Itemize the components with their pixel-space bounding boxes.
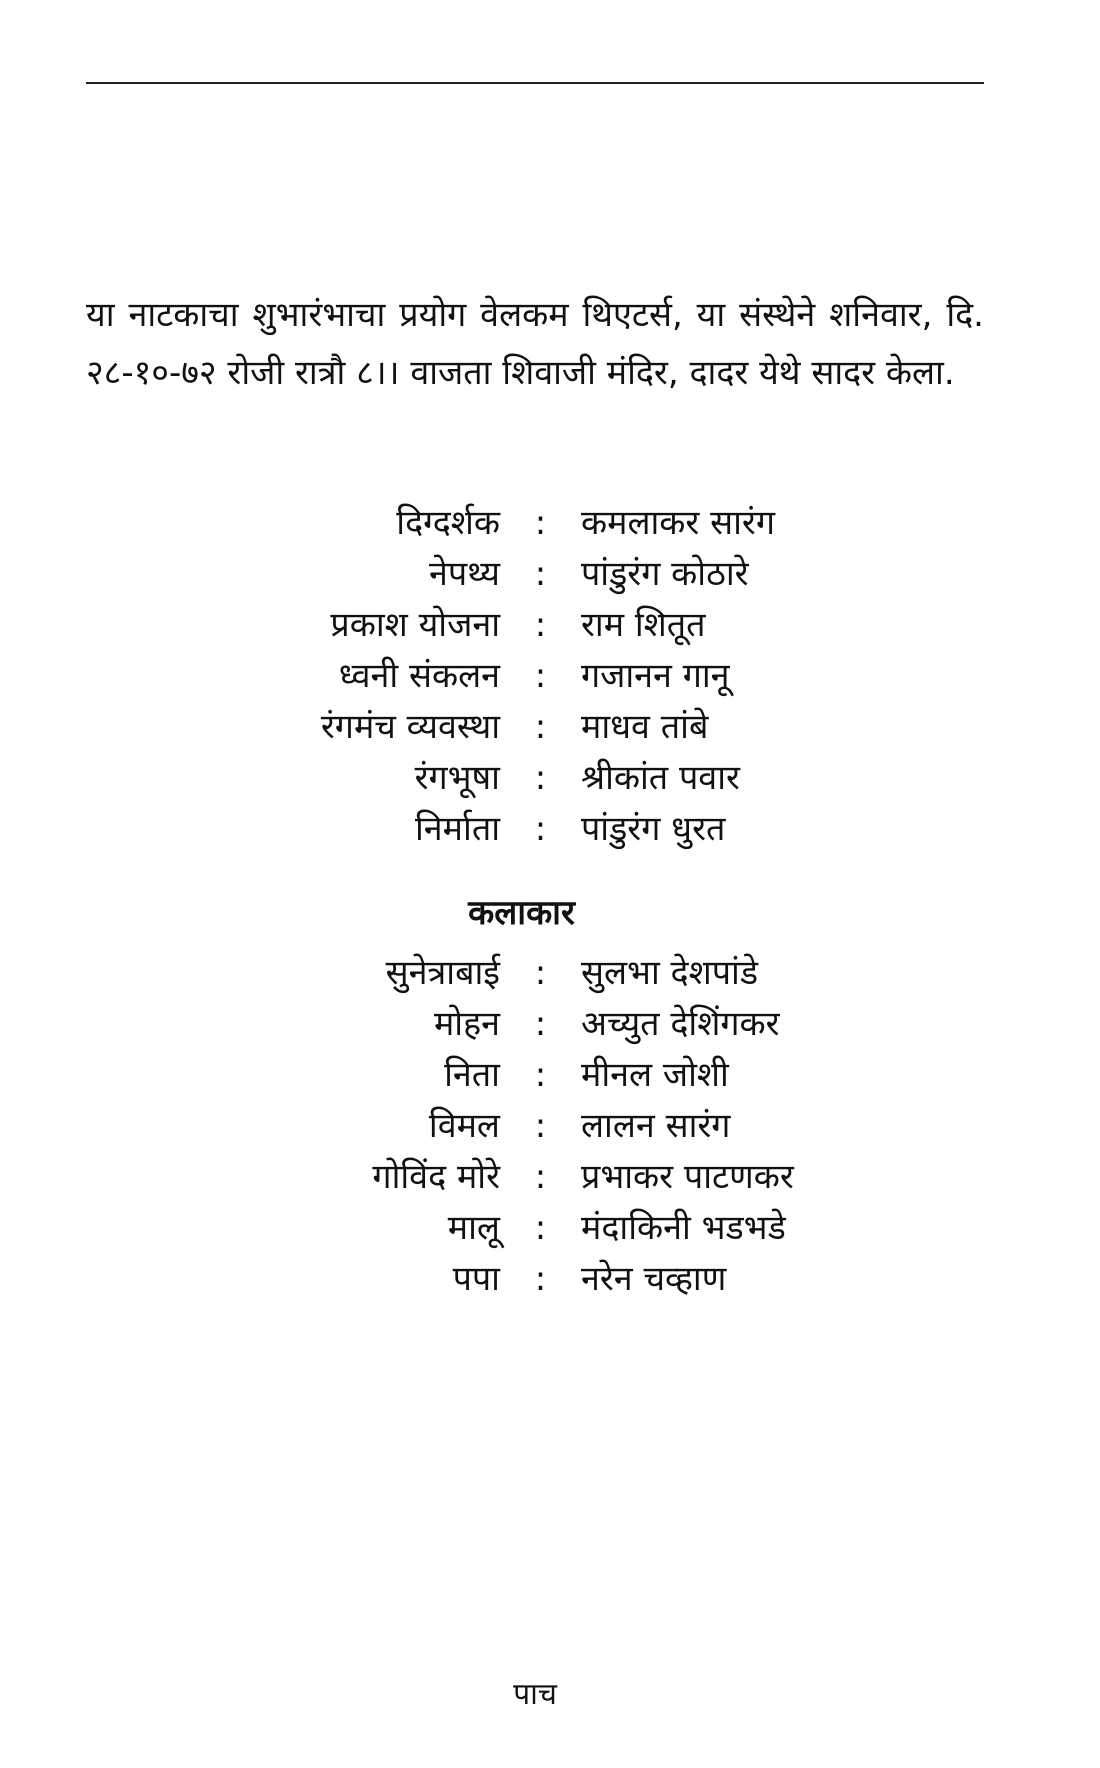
character-name: सुनेत्राबाई [385,953,500,993]
intro-paragraph: या नाटकाचा शुभारंभाचा प्रयोग वेलकम थिएटर्स, या संस्थेने शनिवार, दि. २८-१०-७२ रोजी रात्रौ ८।। वाजता शिवाजी मंदिर, दादर येथे सादर केला. [86,295,984,393]
crew-list [0,498,1100,855]
crew-role: दिग्दर्शक [396,503,500,543]
crew-role: प्रकाश योजना [330,605,500,645]
actor-name: अच्युत देशिंगकर [581,1004,780,1044]
crew-name: कमलाकर सारंग [581,503,775,543]
separator: : [534,1055,547,1095]
crew-row [0,702,1100,753]
separator: : [534,1208,547,1248]
crew-name: राम शितूत [581,605,706,645]
crew-row [0,804,1100,855]
separator: : [534,1259,547,1299]
separator: : [534,1004,547,1044]
top-divider [86,82,984,84]
actor-name: प्रभाकर पाटणकर [581,1157,794,1197]
separator: : [534,1106,547,1146]
crew-role: ध्वनी संकलन [338,656,500,696]
separator: : [534,605,547,645]
crew-role: रंगमंच व्यवस्था [320,707,500,747]
actor-name: नरेन चव्हाण [581,1259,727,1299]
separator: : [534,809,547,849]
crew-row [0,498,1100,549]
crew-row [0,600,1100,651]
cast-row [0,1050,1100,1101]
separator: : [534,953,547,993]
character-name: निता [444,1055,500,1095]
cast-row [0,1254,1100,1305]
crew-role: नेपथ्य [428,554,500,594]
character-name: पपा [452,1259,500,1299]
crew-role: रंगभूषा [414,758,500,798]
cast-row [0,999,1100,1050]
crew-name: पांडुरंग कोठारे [581,554,749,594]
separator: : [534,656,547,696]
character-name: मालू [447,1208,500,1248]
crew-row [0,753,1100,804]
crew-name: श्रीकांत पवार [581,758,740,798]
character-name: मोहन [433,1004,500,1044]
character-name: गोविंद मोरे [372,1157,500,1197]
separator: : [534,1157,547,1197]
page-number: पाच [513,1677,557,1712]
character-name: विमल [428,1106,500,1146]
separator: : [534,503,547,543]
crew-name: पांडुरंग धुरत [581,809,726,849]
actor-name: लालन सारंग [581,1106,731,1146]
cast-row [0,948,1100,999]
cast-row [0,1152,1100,1203]
crew-name: माधव तांबे [581,707,709,747]
cast-heading: कलाकार [468,893,575,933]
crew-role: निर्माता [415,809,500,849]
cast-list [0,948,1100,1305]
separator: : [534,554,547,594]
crew-row [0,549,1100,600]
actor-name: मंदाकिनी भडभडे [581,1208,786,1248]
cast-row [0,1101,1100,1152]
crew-row [0,651,1100,702]
actor-name: सुलभा देशपांडे [581,953,759,993]
separator: : [534,758,547,798]
crew-name: गजानन गानू [581,656,730,696]
actor-name: मीनल जोशी [581,1055,729,1095]
cast-row [0,1203,1100,1254]
separator: : [534,707,547,747]
